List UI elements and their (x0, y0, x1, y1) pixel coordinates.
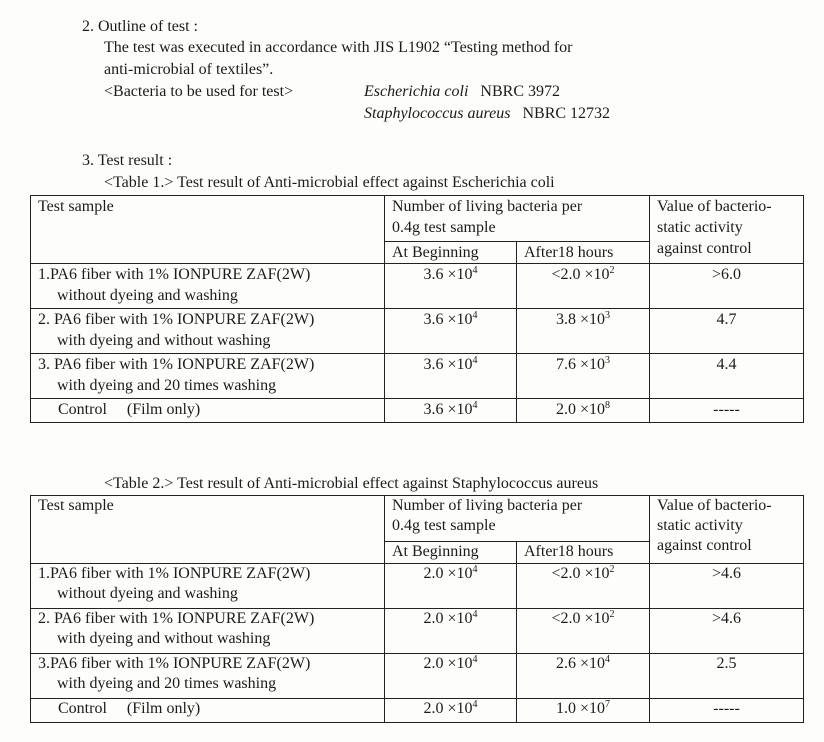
control-after: $2.0 \times 10^8$ (517, 399, 650, 423)
beginning-value: $2.0 \times 10^4$ (385, 564, 517, 609)
table1-caption: <Table 1.> Test result of Anti-microbial effect against Escherichia coli (104, 174, 555, 191)
sample-line1: 3.PA6 fiber with 1% IONPURE ZAF(2W) (38, 655, 311, 672)
table-row-sample (31, 564, 385, 609)
table-row-sample (31, 264, 385, 309)
sample-line2: with dyeing and 20 times washing (57, 377, 277, 394)
control-label: Control (58, 401, 107, 418)
result-heading: 3. Test result : (82, 152, 173, 169)
table1-header-count (385, 196, 650, 242)
bacteria-2-name: Staphylococcus aureus (364, 105, 511, 122)
table2 (30, 495, 804, 723)
after-value: $2.6 \times 10^4$ (517, 654, 650, 699)
beginning-value: $3.6 \times 10^4$ (385, 309, 517, 354)
bacteria-2 (364, 104, 610, 124)
table2-header-activity-line2: static activity (657, 517, 743, 534)
control-note: (Film only) (126, 401, 201, 418)
table2-header-after: After18 hours (517, 542, 650, 564)
table2-header-activity (650, 496, 804, 564)
activity-value: >4.6 (650, 609, 804, 654)
control-beginning: $3.6 \times 10^4$ (385, 399, 517, 423)
sample-line1: 1.PA6 fiber with 1% IONPURE ZAF(2W) (38, 565, 311, 582)
outline-text-line1: The test was executed in accordance with JIS L1902 “Testing method for (104, 39, 573, 56)
table1-header-beginning: At Beginning (385, 242, 517, 264)
sample-line2: without dyeing and washing (57, 287, 238, 304)
table-row-sample (31, 654, 385, 699)
table2-header-count (385, 496, 650, 542)
table1-header-count-line1: Number of living bacteria per (392, 198, 583, 215)
sample-line1: 1.PA6 fiber with 1% IONPURE ZAF(2W) (38, 266, 311, 283)
table1-header-sample: Test sample (31, 196, 385, 264)
table1-header-activity-line3: against control (657, 240, 752, 257)
table-row-sample (31, 309, 385, 354)
activity-value: >4.6 (650, 564, 804, 609)
table2-header-count-line1: Number of living bacteria per (392, 497, 583, 514)
bacteria-1 (364, 82, 560, 102)
after-value: $<2.0 \times 10^2$ (517, 564, 650, 609)
control-sample (31, 699, 385, 723)
sample-line1: 3. PA6 fiber with 1% IONPURE ZAF(2W) (38, 356, 315, 373)
control-label: Control (58, 700, 107, 717)
after-value: $3.8 \times 10^3$ (517, 309, 650, 354)
sample-line2: with dyeing and without washing (57, 630, 271, 647)
control-beginning: $2.0 \times 10^4$ (385, 699, 517, 723)
control-after: $1.0 \times 10^7$ (517, 699, 650, 723)
sample-line2: without dyeing and washing (57, 585, 238, 602)
table1-header-activity (650, 196, 804, 264)
outline-text-line2: anti-microbial of textiles”. (104, 61, 274, 78)
outline-heading: 2. Outline of test : (82, 18, 198, 35)
sample-line2: with dyeing and without washing (57, 332, 271, 349)
table2-header-activity-line1: Value of bacterio- (657, 497, 772, 514)
beginning-value: $3.6 \times 10^4$ (385, 354, 517, 399)
table1-header-activity-line2: static activity (657, 219, 743, 236)
table1 (30, 195, 804, 423)
table-row-sample (31, 609, 385, 654)
activity-value: 2.5 (650, 654, 804, 699)
after-value: $<2.0 \times 10^2$ (517, 609, 650, 654)
control-sample (31, 399, 385, 423)
activity-value: 4.7 (650, 309, 804, 354)
table2-header-sample: Test sample (31, 496, 385, 564)
table2-header-count-line2: 0.4g test sample (392, 517, 496, 534)
after-value: $7.6 \times 10^3$ (517, 354, 650, 399)
beginning-value: $2.0 \times 10^4$ (385, 654, 517, 699)
beginning-value: $2.0 \times 10^4$ (385, 609, 517, 654)
sample-line1: 2. PA6 fiber with 1% IONPURE ZAF(2W) (38, 311, 315, 328)
sample-line2: with dyeing and 20 times washing (57, 675, 277, 692)
activity-value: >6.0 (650, 264, 804, 309)
table2-header-activity-line3: against control (657, 537, 752, 554)
control-note: (Film only) (126, 700, 201, 717)
table1-header-count-line2: 0.4g test sample (392, 219, 496, 236)
table1-header-activity-line1: Value of bacterio- (657, 198, 772, 215)
sample-line1: 2. PA6 fiber with 1% IONPURE ZAF(2W) (38, 610, 315, 627)
control-activity: ----- (650, 699, 804, 723)
after-value: $<2.0 \times 10^2$ (517, 264, 650, 309)
bacteria-label: <Bacteria to be used for test> (104, 83, 294, 100)
table1-header-after: After18 hours (517, 242, 650, 264)
beginning-value: $3.6 \times 10^4$ (385, 264, 517, 309)
table-row-sample (31, 354, 385, 399)
bacteria-2-strain: NBRC 12732 (522, 105, 611, 122)
bacteria-1-name: Escherichia coli (364, 83, 469, 100)
control-activity: ----- (650, 399, 804, 423)
table2-header-beginning: At Beginning (385, 542, 517, 564)
activity-value: 4.4 (650, 354, 804, 399)
table2-caption: <Table 2.> Test result of Anti-microbial effect against Staphylococcus aureus (104, 475, 599, 492)
bacteria-1-strain: NBRC 3972 (480, 83, 560, 100)
